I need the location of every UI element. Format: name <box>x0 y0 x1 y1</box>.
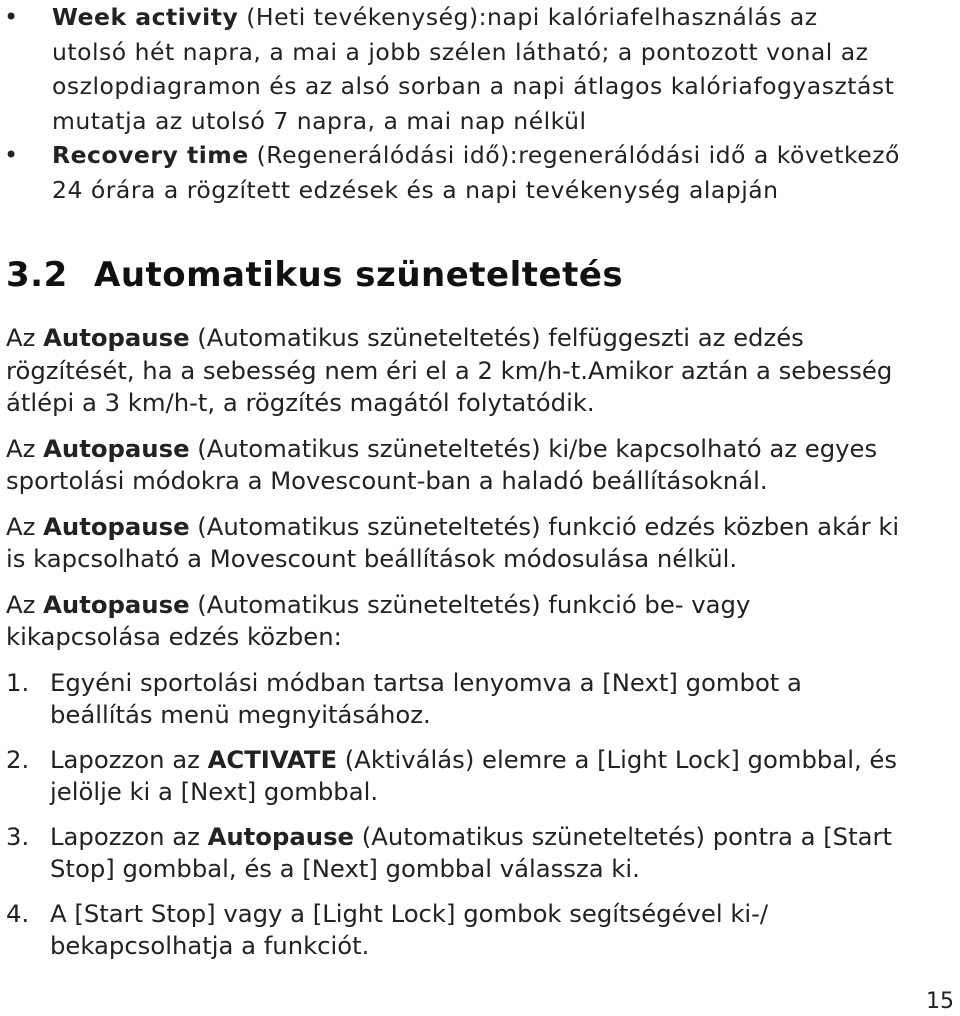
paragraph-text: Az <box>6 323 44 352</box>
bullet-text: (Heti tevékenység):napi kalóriafelhasználás az utolsó hét napra, a mai a jobb szélen látható; a pontozott vonal az oszlopdiagramon és az alsó sorban a napi átlagos kalóriafogyasztást mutatja az utolsó 7 napra, a mai nap nélkül <box>52 3 895 135</box>
step-item <box>6 744 906 809</box>
paragraph-text: Az <box>6 589 44 619</box>
numbered-steps <box>6 667 906 963</box>
step-text: Lapozzon az <box>50 744 208 774</box>
paragraph-term: Autopause <box>43 433 190 463</box>
paragraph-text: Az <box>6 433 44 463</box>
step-item <box>6 821 906 886</box>
step-text: Lapozzon az <box>50 821 208 851</box>
step-text: (Automatikus szüneteltetés) pontra a [Start Stop] gombbal, és a [Next] gombbal válassza ki. <box>50 821 893 883</box>
section-body <box>6 322 906 975</box>
paragraph-term: Autopause <box>43 589 190 619</box>
step-item <box>6 898 906 963</box>
bullet-item-week-activity <box>0 0 900 138</box>
paragraph <box>6 433 906 498</box>
bullet-term: Recovery time <box>52 141 249 169</box>
step-number: 1. <box>6 667 30 697</box>
bullet-text: (Regenerálódási idő):regenerálódási idő a következő 24 órára a rögzített edzések és a napi tevékenység alapján <box>52 141 900 204</box>
paragraph-text: (Automatikus szüneteltetés) felfüggeszti az edzés rögzítését, ha a sebesség nem éri el a 2 km/h-t.Amikor aztán a sebesség átlépi a 3 km/h-t, a rögzítés magától folytatódik. <box>6 323 893 417</box>
bullet-dot-icon: • <box>4 141 19 169</box>
step-text: Egyéni sportolási módban tartsa lenyomva a [Next] gombot a beállítás menü megnyitásához. <box>50 667 802 729</box>
bullet-term: Week activity <box>52 3 239 31</box>
paragraph-text: Az <box>6 511 44 541</box>
paragraph-text: (Automatikus szüneteltetés) ki/be kapcsolható az egyes sportolási módokra a Movescount-ban a haladó beállításoknál. <box>6 433 878 495</box>
section-number: 3.2 <box>6 255 68 295</box>
step-number: 3. <box>6 821 30 851</box>
paragraph <box>6 589 906 654</box>
paragraph-text: (Automatikus szüneteltetés) funkció edzés közben akár ki is kapcsolható a Movescount beállítások módosulása nélkül. <box>6 511 900 573</box>
section-heading <box>6 255 623 295</box>
paragraph-text: (Automatikus szüneteltetés) funkció be- vagy kikapcsolása edzés közben: <box>6 589 751 651</box>
paragraph-term: Autopause <box>43 511 190 541</box>
bullet-item-recovery-time <box>0 138 900 207</box>
bullet-dot-icon: • <box>4 3 19 31</box>
step-number: 2. <box>6 744 30 774</box>
step-term: ACTIVATE <box>207 744 338 774</box>
bullet-list <box>0 0 900 207</box>
section-title: Automatikus szüneteltetés <box>94 255 624 295</box>
step-item <box>6 667 906 732</box>
paragraph-term: Autopause <box>43 323 190 352</box>
step-text: (Aktiválás) elemre a [Light Lock] gombbal, és jelölje ki a [Next] gombbal. <box>50 744 898 806</box>
step-text: A [Start Stop] vagy a [Light Lock] gombok segítségével ki-/ bekapcsolhatja a funkciót. <box>50 898 769 960</box>
paragraph <box>6 322 906 420</box>
paragraph <box>6 511 906 576</box>
step-term: Autopause <box>207 821 355 851</box>
step-number: 4. <box>6 898 30 928</box>
page-number: 15 <box>926 989 954 1014</box>
